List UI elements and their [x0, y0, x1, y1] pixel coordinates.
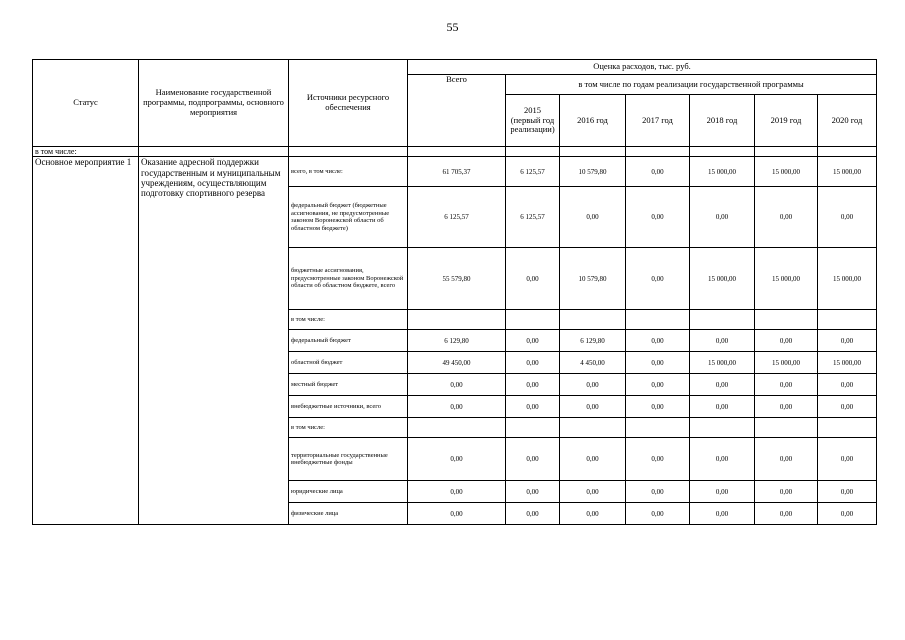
header-status: Статус	[33, 60, 139, 147]
value-cell	[818, 418, 877, 438]
value-cell: 61 705,37	[408, 157, 506, 187]
value-cell: 0,00	[818, 503, 877, 525]
subheader-row	[33, 147, 877, 157]
value-cell: 0,00	[818, 187, 877, 248]
value-cell: 0,00	[626, 330, 690, 352]
header-sources: Источники ресурсного обеспечения	[289, 60, 408, 147]
value-cell: 0,00	[408, 503, 506, 525]
value-cell	[408, 418, 506, 438]
value-cell: 6 125,57	[408, 187, 506, 248]
value-cell: 0,00	[690, 330, 755, 352]
value-cell: 0,00	[690, 438, 755, 481]
activity-status: Основное мероприятие 1	[33, 157, 139, 525]
value-cell: 15 000,00	[818, 352, 877, 374]
value-cell: 0,00	[408, 396, 506, 418]
value-cell: 4 450,00	[560, 352, 626, 374]
source-cell: территориальные государственные внебюджетные фонды	[289, 438, 408, 481]
value-cell: 0,00	[626, 157, 690, 187]
value-cell: 0,00	[818, 374, 877, 396]
value-cell: 0,00	[755, 396, 818, 418]
value-cell: 49 450,00	[408, 352, 506, 374]
source-cell: федеральный бюджет (бюджетные ассигнования, не предусмотренные законом Воронежской области об областном бюджете)	[289, 187, 408, 248]
value-cell: 0,00	[818, 330, 877, 352]
value-cell: 55 579,80	[408, 248, 506, 310]
value-cell: 0,00	[818, 481, 877, 503]
value-cell: 15 000,00	[818, 248, 877, 310]
value-cell: 0,00	[755, 503, 818, 525]
value-cell: 0,00	[626, 481, 690, 503]
source-cell: в том числе:	[289, 310, 408, 330]
subheader-label: в том числе:	[33, 147, 139, 157]
source-cell: бюджетные ассигнования, предусмотренные законом Воронежской области об областном бюджете, всего	[289, 248, 408, 310]
header-year-2015: 2015 (первый год реализации)	[506, 95, 560, 147]
value-cell: 0,00	[626, 438, 690, 481]
header-year-2019: 2019 год	[755, 95, 818, 147]
value-cell: 0,00	[690, 187, 755, 248]
value-cell: 15 000,00	[755, 248, 818, 310]
value-cell: 0,00	[408, 481, 506, 503]
value-cell: 15 000,00	[690, 157, 755, 187]
source-cell: федеральный бюджет	[289, 330, 408, 352]
value-cell: 10 579,80	[560, 157, 626, 187]
value-cell: 0,00	[690, 481, 755, 503]
value-cell	[690, 418, 755, 438]
activity-name: Оказание адресной поддержки государственным и муниципальным учреждениям, осуществляющим подготовку спортивного резерва	[139, 157, 289, 525]
header-year-2018: 2018 год	[690, 95, 755, 147]
value-cell	[560, 310, 626, 330]
value-cell: 0,00	[626, 374, 690, 396]
value-cell	[506, 310, 560, 330]
source-cell: внебюджетные источники, всего	[289, 396, 408, 418]
value-cell	[755, 310, 818, 330]
value-cell: 0,00	[626, 396, 690, 418]
value-cell: 0,00	[560, 481, 626, 503]
value-cell: 6 129,80	[408, 330, 506, 352]
value-cell: 0,00	[408, 438, 506, 481]
value-cell: 15 000,00	[690, 352, 755, 374]
value-cell: 0,00	[626, 187, 690, 248]
value-cell	[755, 418, 818, 438]
source-cell: областной бюджет	[289, 352, 408, 374]
value-cell	[690, 310, 755, 330]
value-cell: 0,00	[755, 330, 818, 352]
value-cell: 6 129,80	[560, 330, 626, 352]
value-cell: 0,00	[506, 396, 560, 418]
value-cell	[818, 310, 877, 330]
value-cell: 0,00	[560, 187, 626, 248]
value-cell: 0,00	[560, 396, 626, 418]
value-cell: 0,00	[755, 481, 818, 503]
value-cell: 0,00	[690, 374, 755, 396]
value-cell: 6 125,57	[506, 157, 560, 187]
value-cell: 0,00	[506, 330, 560, 352]
value-cell	[560, 418, 626, 438]
value-cell: 15 000,00	[755, 157, 818, 187]
source-cell: всего, в том числе:	[289, 157, 408, 187]
value-cell	[626, 310, 690, 330]
value-cell: 15 000,00	[690, 248, 755, 310]
table-row	[33, 157, 877, 187]
header-year-2020: 2020 год	[818, 95, 877, 147]
value-cell: 0,00	[626, 503, 690, 525]
value-cell: 0,00	[506, 481, 560, 503]
source-cell: юридические лица	[289, 481, 408, 503]
header-total: Всего	[408, 75, 506, 147]
header-name: Наименование государственной программы, подпрограммы, основного мероприятия	[139, 60, 289, 147]
value-cell: 0,00	[818, 396, 877, 418]
value-cell: 0,00	[755, 438, 818, 481]
header-estimate: Оценка расходов, тыс. руб.	[408, 60, 877, 75]
value-cell: 0,00	[755, 374, 818, 396]
value-cell: 0,00	[408, 374, 506, 396]
value-cell: 6 125,57	[506, 187, 560, 248]
value-cell	[408, 310, 506, 330]
value-cell: 15 000,00	[755, 352, 818, 374]
value-cell	[626, 418, 690, 438]
value-cell: 0,00	[506, 248, 560, 310]
value-cell: 0,00	[690, 396, 755, 418]
value-cell	[506, 418, 560, 438]
source-cell: местный бюджет	[289, 374, 408, 396]
value-cell: 10 579,80	[560, 248, 626, 310]
value-cell: 0,00	[506, 374, 560, 396]
source-cell: физические лица	[289, 503, 408, 525]
value-cell: 0,00	[626, 352, 690, 374]
value-cell: 0,00	[560, 438, 626, 481]
value-cell: 0,00	[506, 438, 560, 481]
value-cell: 0,00	[506, 352, 560, 374]
value-cell: 15 000,00	[818, 157, 877, 187]
value-cell: 0,00	[506, 503, 560, 525]
value-cell: 0,00	[560, 374, 626, 396]
header-row-1	[33, 60, 877, 75]
value-cell: 0,00	[755, 187, 818, 248]
header-year-2016: 2016 год	[560, 95, 626, 147]
value-cell: 0,00	[818, 438, 877, 481]
page-number: 55	[446, 20, 459, 34]
value-cell: 0,00	[626, 248, 690, 310]
budget-table	[32, 59, 877, 525]
header-by-years: в том числе по годам реализации государственной программы	[506, 75, 877, 95]
value-cell: 0,00	[560, 503, 626, 525]
source-cell: в том числе:	[289, 418, 408, 438]
value-cell: 0,00	[690, 503, 755, 525]
header-year-2017: 2017 год	[626, 95, 690, 147]
